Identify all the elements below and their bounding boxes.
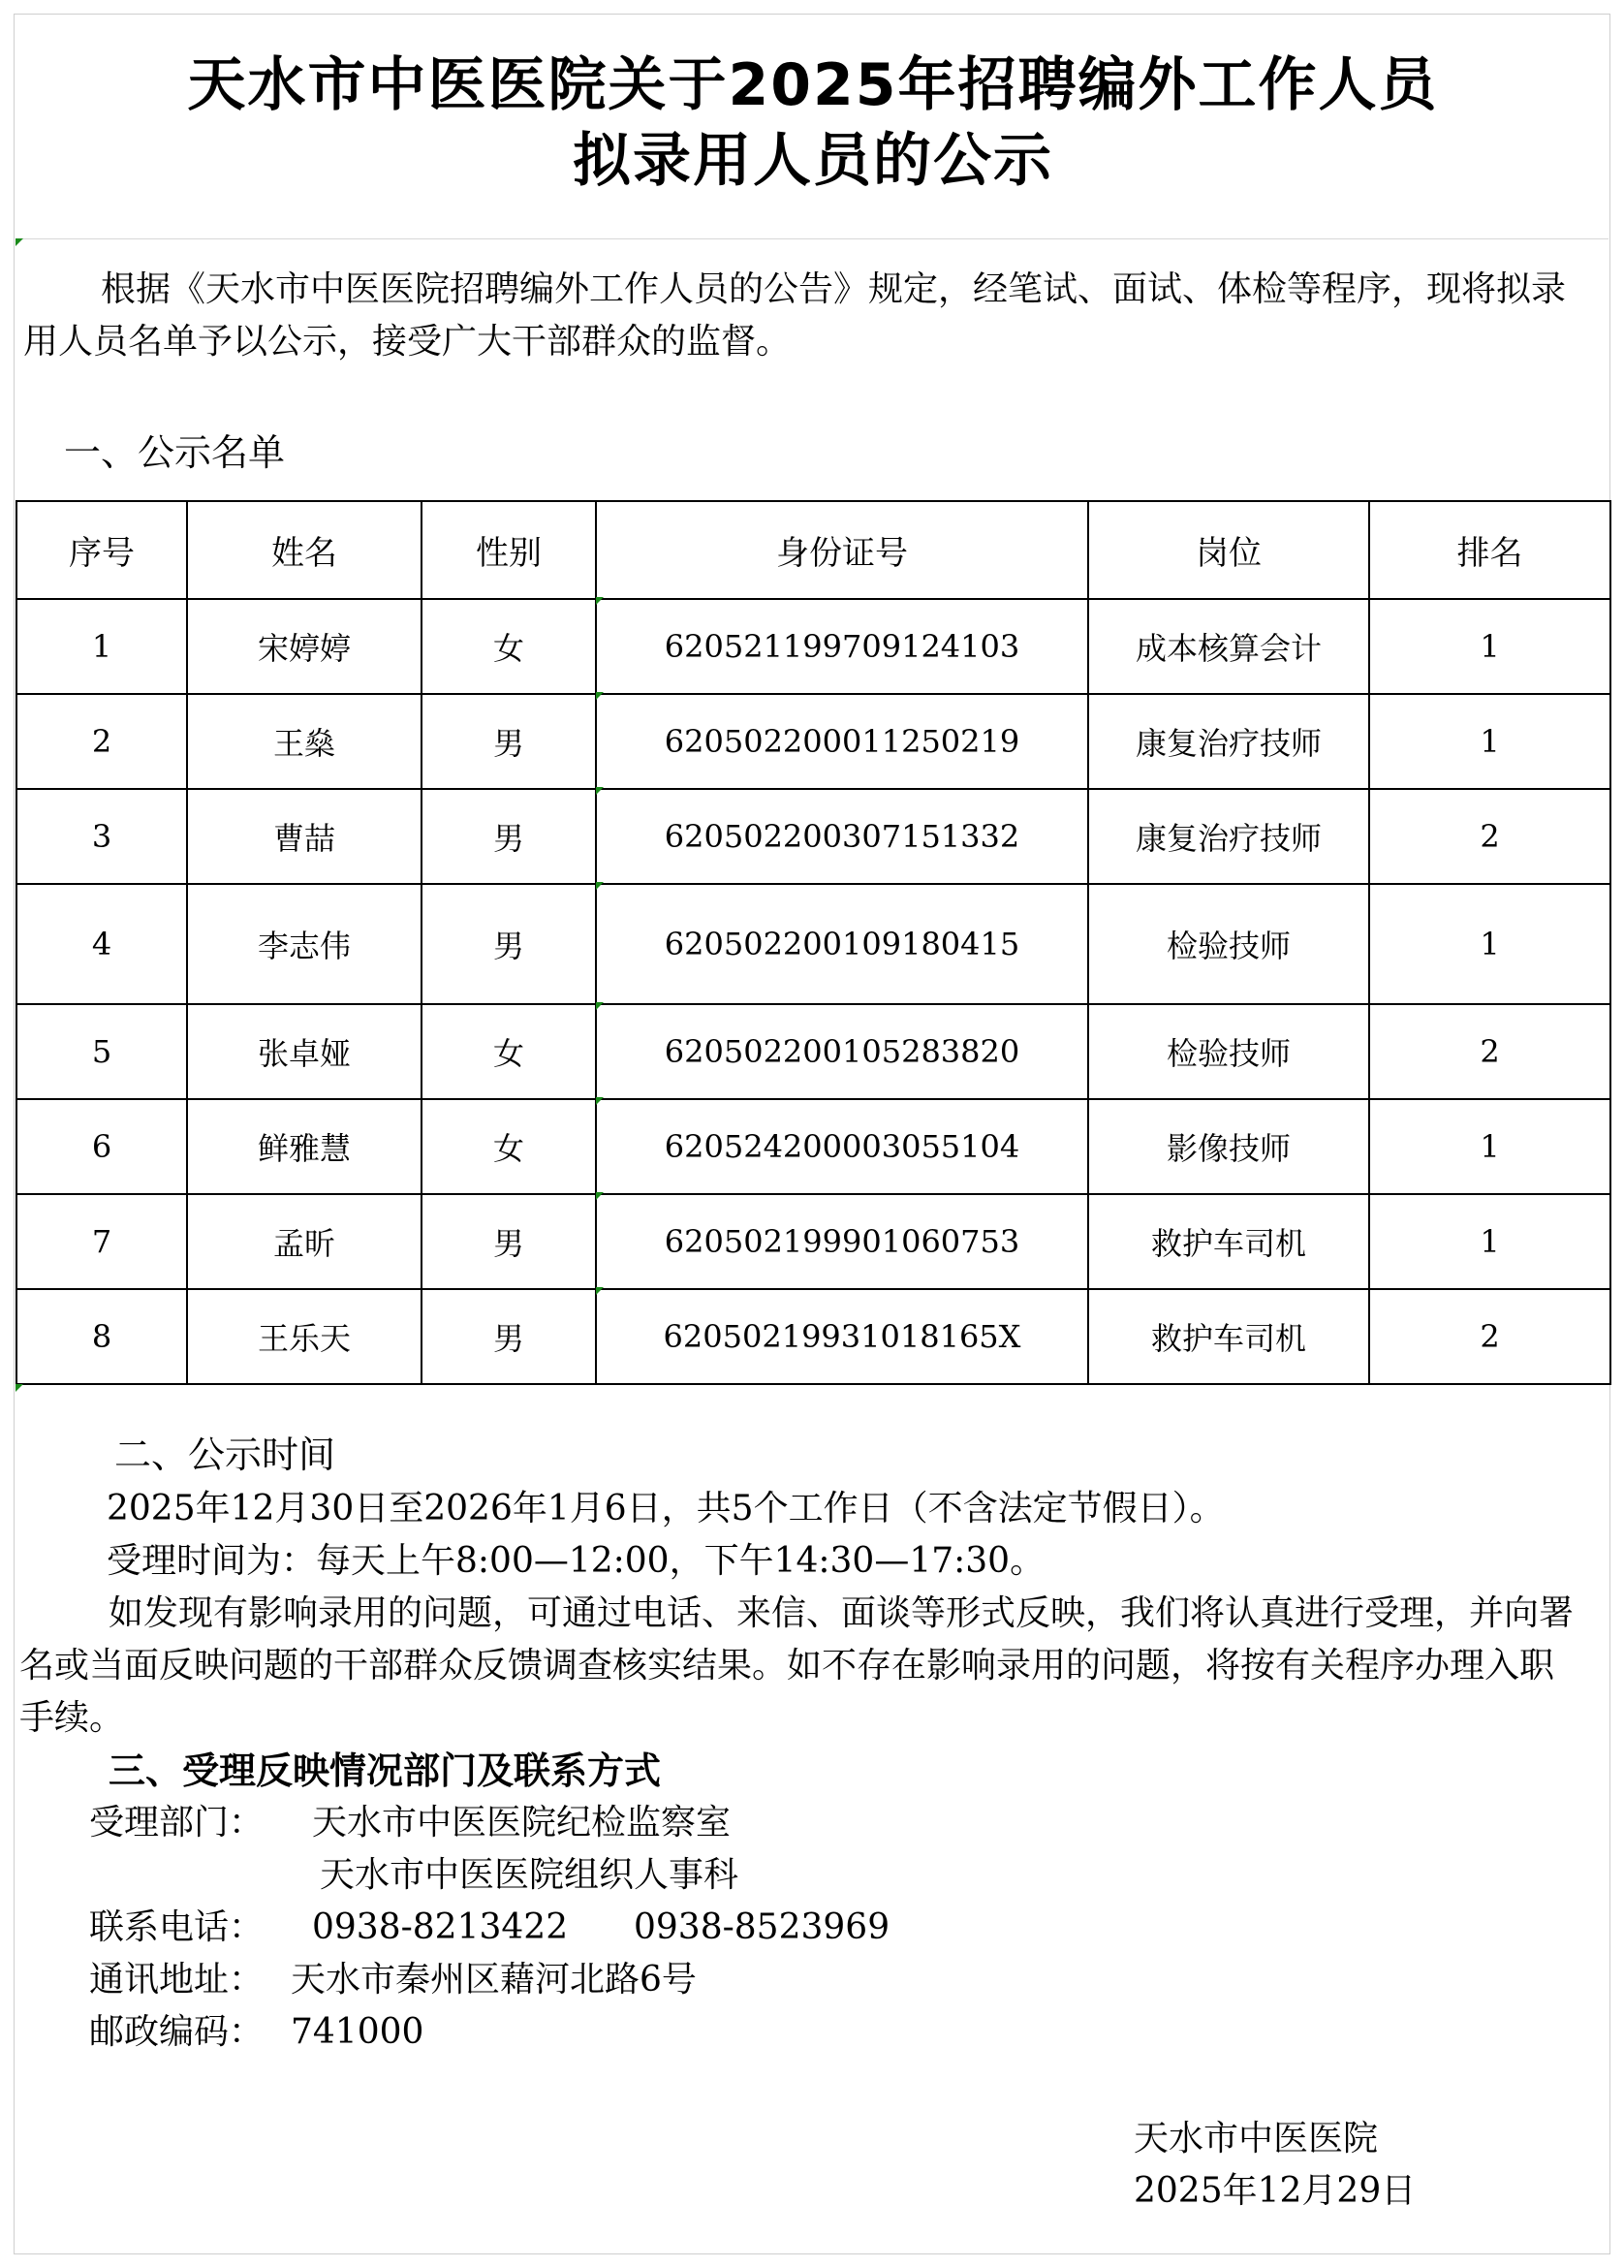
cell-id-number: 620524200003055104: [596, 1099, 1088, 1194]
cell-gender: 男: [422, 789, 596, 884]
header-name: 姓名: [187, 501, 422, 599]
cell-id-number: 620502200011250219: [596, 694, 1088, 789]
cell-name: 李志伟: [187, 884, 422, 1004]
page-title-line-1: 天水市中医医院关于2025年招聘编外工作人员: [187, 51, 1439, 119]
cell-id-number: 620502199901060753: [596, 1194, 1088, 1289]
cell-id-number: 620502200105283820: [596, 1004, 1088, 1099]
cell-corner-marker: [16, 1384, 23, 1392]
cell-corner-marker: [596, 787, 604, 795]
cell-name: 王燊: [187, 694, 422, 789]
cell-rank: 1: [1369, 694, 1610, 789]
table-row: [16, 1099, 1610, 1194]
header-rank: 排名: [1369, 501, 1610, 599]
table-row: [16, 1289, 1610, 1384]
cell-position: 康复治疗技师: [1088, 694, 1369, 789]
table-row: [16, 884, 1610, 1004]
cell-index: 2: [16, 694, 187, 789]
cell-gender: 男: [422, 884, 596, 1004]
cell-position: 影像技师: [1088, 1099, 1369, 1194]
cell-name: 宋婷婷: [187, 599, 422, 694]
header-id-number: 身份证号: [596, 501, 1088, 599]
section-heading-contact: 三、受理反映情况部门及联系方式: [109, 1749, 662, 1792]
publicity-period: 2025年12月30日至2026年1月6日，共5个工作日（不含法定节假日）。: [107, 1489, 1225, 1528]
cell-corner-marker: [16, 238, 23, 246]
cell-rank: 1: [1369, 1099, 1610, 1194]
cell-rank: 1: [1369, 1194, 1610, 1289]
title-block: [17, 17, 1608, 239]
phone-label: 联系电话：: [89, 1907, 265, 1947]
cell-gender: 女: [422, 1004, 596, 1099]
cell-name: 王乐天: [187, 1289, 422, 1384]
cell-gender: 男: [422, 1289, 596, 1384]
cell-id-number: 620521199709124103: [596, 599, 1088, 694]
table-row: [16, 1194, 1610, 1289]
cell-position: 检验技师: [1088, 884, 1369, 1004]
cell-name: 鲜雅慧: [187, 1099, 422, 1194]
cell-name: 孟昕: [187, 1194, 422, 1289]
postcode-value: 741000: [291, 2012, 424, 2052]
cell-corner-marker: [596, 692, 604, 700]
cell-index: 6: [16, 1099, 187, 1194]
feedback-note: 如发现有影响录用的问题，可通过电话、来信、面谈等形式反映，我们将认真进行受理，并向署名或当面反映问题的干部群众反馈调查核实结果。如不存在影响录用的问题，将按有关程序办理入职手续。: [19, 1593, 1575, 1738]
candidate-table: [16, 500, 1611, 1385]
table-row: [16, 789, 1610, 884]
dept-1: 天水市中医医院纪检监察室: [312, 1803, 732, 1843]
cell-corner-marker: [596, 1002, 604, 1010]
cell-id-number: 620502200307151332: [596, 789, 1088, 884]
cell-position: 救护车司机: [1088, 1289, 1369, 1384]
cell-position: 检验技师: [1088, 1004, 1369, 1099]
cell-position: 救护车司机: [1088, 1194, 1369, 1289]
address-label: 通讯地址：: [89, 1960, 265, 2000]
cell-gender: 男: [422, 1194, 596, 1289]
cell-rank: 1: [1369, 884, 1610, 1004]
table-header-row: [16, 501, 1610, 599]
cell-gender: 女: [422, 599, 596, 694]
cell-gender: 女: [422, 1099, 596, 1194]
page-title-line-2: 拟录用人员的公示: [573, 127, 1053, 195]
signature-org: 天水市中医医院: [1134, 2119, 1379, 2158]
phone-1: 0938-8213422: [312, 1907, 569, 1947]
cell-index: 4: [16, 884, 187, 1004]
cell-index: 5: [16, 1004, 187, 1099]
cell-rank: 2: [1369, 1289, 1610, 1384]
table-row: [16, 1004, 1610, 1099]
table-row: [16, 599, 1610, 694]
cell-index: 1: [16, 599, 187, 694]
reception-hours: 受理时间为：每天上午8:00—12:00，下午14:30—17:30。: [107, 1541, 1046, 1581]
header-gender: 性别: [422, 501, 596, 599]
phone-2: 0938-8523969: [634, 1907, 890, 1947]
header-position: 岗位: [1088, 501, 1369, 599]
cell-index: 7: [16, 1194, 187, 1289]
dept-label: 受理部门：: [89, 1803, 265, 1843]
cell-name: 曹喆: [187, 789, 422, 884]
address-value: 天水市秦州区藉河北路6号: [291, 1960, 697, 2000]
dept-2: 天水市中医医院组织人事科: [320, 1855, 739, 1895]
cell-position: 成本核算会计: [1088, 599, 1369, 694]
postcode-label: 邮政编码：: [89, 2012, 265, 2052]
cell-name: 张卓娅: [187, 1004, 422, 1099]
cell-rank: 1: [1369, 599, 1610, 694]
cell-corner-marker: [596, 882, 604, 890]
section-heading-list: 一、公示名单: [64, 431, 286, 474]
cell-rank: 2: [1369, 1004, 1610, 1099]
cell-index: 8: [16, 1289, 187, 1384]
intro-paragraph: 根据《天水市中医医院招聘编外工作人员的公告》规定，经笔试、面试、体检等程序，现将拟录用人员名单予以公示，接受广大干部群众的监督。: [23, 269, 1567, 362]
cell-id-number: 620502200109180415: [596, 884, 1088, 1004]
cell-corner-marker: [596, 1097, 604, 1105]
cell-id-number: 62050219931018165X: [596, 1289, 1088, 1384]
cell-index: 3: [16, 789, 187, 884]
cell-rank: 2: [1369, 789, 1610, 884]
cell-corner-marker: [596, 597, 604, 605]
table-row: [16, 694, 1610, 789]
cell-corner-marker: [596, 1192, 604, 1200]
cell-gender: 男: [422, 694, 596, 789]
cell-position: 康复治疗技师: [1088, 789, 1369, 884]
cell-corner-marker: [596, 1287, 604, 1295]
header-index: 序号: [16, 501, 187, 599]
signature-date: 2025年12月29日: [1134, 2171, 1417, 2211]
section-heading-time: 二、公示时间: [114, 1433, 336, 1476]
